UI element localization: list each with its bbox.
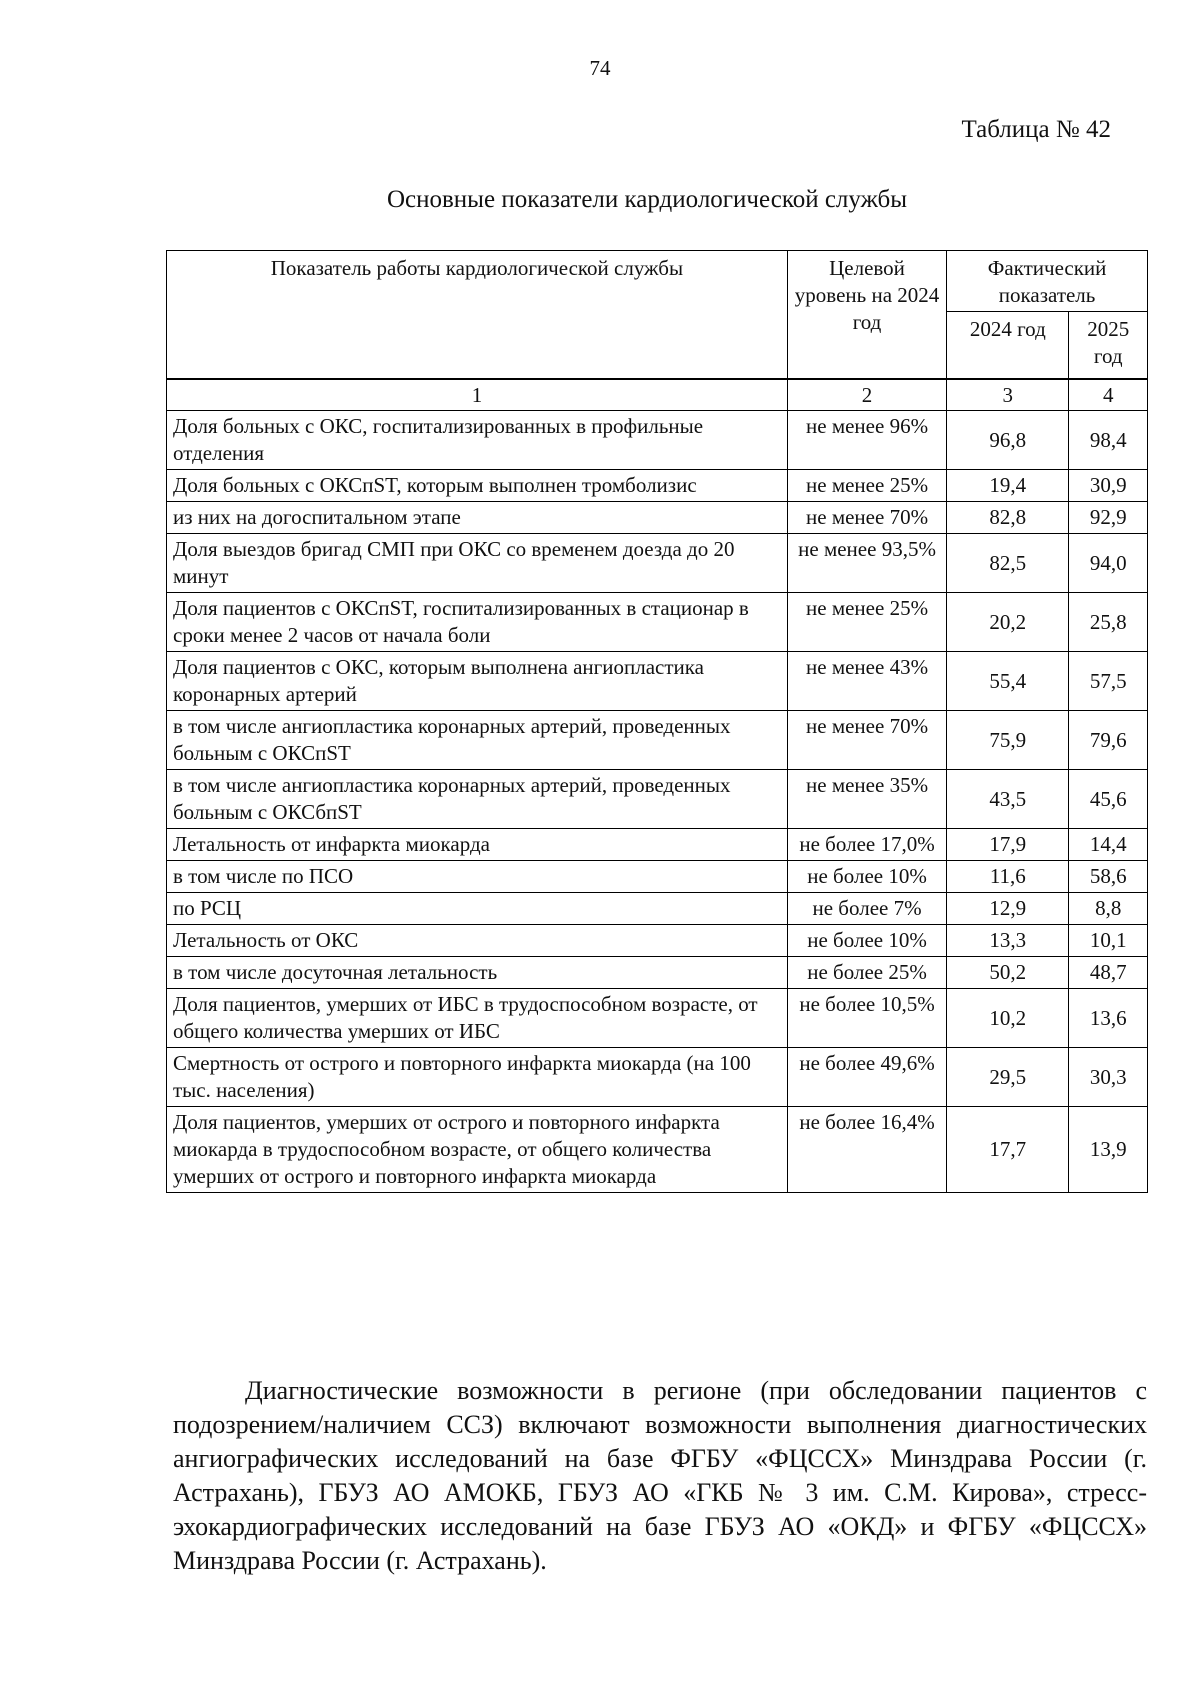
row-value-2025: 13,9	[1069, 1107, 1148, 1193]
row-indicator: Доля больных с ОКСпST, которым выполнен тромболизис	[167, 470, 788, 502]
row-indicator: Летальность от инфаркта миокарда	[167, 829, 788, 861]
table-row	[167, 989, 1148, 1048]
row-indicator: в том числе ангиопластика коронарных артерий, проведенных больным с ОКСпST	[167, 711, 788, 770]
table-row	[167, 1107, 1148, 1193]
row-value-2024: 82,8	[947, 502, 1069, 534]
row-target: не более 10%	[787, 925, 946, 957]
row-value-2025: 30,9	[1069, 470, 1148, 502]
body-paragraph: Диагностические возможности в регионе (при обследовании пациентов с подозрением/наличием ССЗ) включают возможности выполнения диагностических ангиографических исследований на базе ФГБУ «ФЦССХ» Минздрава России (г. Астрахань), ГБУЗ АО АМОКБ, ГБУЗ АО «ГКБ № 3 им. С.М. Кирова», стресс-эхокардиографических исследований на базе ГБУЗ АО «ОКД» и ФГБУ «ФЦССХ» Минздрава России (г. Астрахань).	[173, 1376, 1147, 1575]
table-row	[167, 534, 1148, 593]
row-value-2024: 55,4	[947, 652, 1069, 711]
row-value-2024: 17,9	[947, 829, 1069, 861]
row-target: не более 10,5%	[787, 989, 946, 1048]
table-row	[167, 861, 1148, 893]
column-number: 1	[167, 380, 788, 411]
row-value-2024: 13,3	[947, 925, 1069, 957]
row-value-2025: 57,5	[1069, 652, 1148, 711]
row-indicator: в том числе по ПСО	[167, 861, 788, 893]
column-numbers-row	[167, 380, 1148, 411]
table-row	[167, 652, 1148, 711]
column-number: 2	[787, 380, 946, 411]
row-indicator: Доля пациентов с ОКСпST, госпитализированных в стационар в сроки менее 2 часов от начала боли	[167, 593, 788, 652]
row-target: не менее 70%	[787, 502, 946, 534]
row-target: не более 25%	[787, 957, 946, 989]
row-value-2025: 98,4	[1069, 411, 1148, 470]
row-value-2024: 50,2	[947, 957, 1069, 989]
row-value-2025: 94,0	[1069, 534, 1148, 593]
table-row	[167, 925, 1148, 957]
row-target: не более 10%	[787, 861, 946, 893]
header-year-2025: 2025 год	[1069, 312, 1148, 379]
row-target: не менее 96%	[787, 411, 946, 470]
row-value-2025: 45,6	[1069, 770, 1148, 829]
table-label: Таблица № 42	[961, 116, 1111, 143]
row-value-2024: 10,2	[947, 989, 1069, 1048]
row-value-2025: 79,6	[1069, 711, 1148, 770]
table-row	[167, 502, 1148, 534]
row-indicator: Смертность от острого и повторного инфаркта миокарда (на 100 тыс. населения)	[167, 1048, 788, 1107]
row-target: не более 16,4%	[787, 1107, 946, 1193]
row-target: не менее 43%	[787, 652, 946, 711]
table-row	[167, 770, 1148, 829]
row-value-2024: 75,9	[947, 711, 1069, 770]
header-year-2024: 2024 год	[947, 312, 1069, 379]
row-target: не более 7%	[787, 893, 946, 925]
row-value-2025: 58,6	[1069, 861, 1148, 893]
row-value-2025: 30,3	[1069, 1048, 1148, 1107]
table-row	[167, 893, 1148, 925]
row-value-2024: 96,8	[947, 411, 1069, 470]
row-value-2025: 8,8	[1069, 893, 1148, 925]
row-target: не менее 25%	[787, 470, 946, 502]
row-value-2025: 92,9	[1069, 502, 1148, 534]
row-value-2025: 48,7	[1069, 957, 1148, 989]
row-indicator: Доля пациентов, умерших от острого и повторного инфаркта миокарда в трудоспособном возрасте, от общего количества умерших от острого и повторного инфаркта миокарда	[167, 1107, 788, 1193]
column-number: 3	[947, 380, 1069, 411]
row-indicator: в том числе ангиопластика коронарных артерий, проведенных больным с ОКСбпST	[167, 770, 788, 829]
row-value-2024: 12,9	[947, 893, 1069, 925]
row-indicator: Доля пациентов, умерших от ИБС в трудоспособном возрасте, от общего количества умерших от ИБС	[167, 989, 788, 1048]
indicators-table	[166, 379, 1148, 1193]
row-indicator: в том числе досуточная летальность	[167, 957, 788, 989]
row-value-2025: 10,1	[1069, 925, 1148, 957]
row-value-2024: 19,4	[947, 470, 1069, 502]
row-indicator: по РСЦ	[167, 893, 788, 925]
column-number: 4	[1069, 380, 1148, 411]
table-row	[167, 1048, 1148, 1107]
row-target: не менее 35%	[787, 770, 946, 829]
row-target: не более 49,6%	[787, 1048, 946, 1107]
table-header	[166, 250, 1148, 379]
row-target: не менее 70%	[787, 711, 946, 770]
table-row	[167, 411, 1148, 470]
table-row	[167, 957, 1148, 989]
row-value-2025: 14,4	[1069, 829, 1148, 861]
row-value-2025: 25,8	[1069, 593, 1148, 652]
row-value-2024: 82,5	[947, 534, 1069, 593]
table-row	[167, 470, 1148, 502]
row-value-2025: 13,6	[1069, 989, 1148, 1048]
row-indicator: из них на догоспитальном этапе	[167, 502, 788, 534]
header-target: Целевой уровень на 2024 год	[787, 251, 946, 379]
row-indicator: Доля пациентов с ОКС, которым выполнена ангиопластика коронарных артерий	[167, 652, 788, 711]
row-target: не менее 93,5%	[787, 534, 946, 593]
table-row	[167, 593, 1148, 652]
row-value-2024: 11,6	[947, 861, 1069, 893]
row-target: не более 17,0%	[787, 829, 946, 861]
table-row	[167, 711, 1148, 770]
row-indicator: Доля больных с ОКС, госпитализированных в профильные отделения	[167, 411, 788, 470]
row-target: не менее 25%	[787, 593, 946, 652]
header-actual: Фактический показатель	[947, 251, 1148, 312]
page-number: 74	[589, 56, 611, 80]
header-indicator: Показатель работы кардиологической службы	[167, 251, 788, 379]
row-value-2024: 17,7	[947, 1107, 1069, 1193]
table-caption: Основные показатели кардиологической службы	[386, 186, 908, 213]
row-indicator: Летальность от ОКС	[167, 925, 788, 957]
table-row	[167, 829, 1148, 861]
row-value-2024: 43,5	[947, 770, 1069, 829]
row-indicator: Доля выездов бригад СМП при ОКС со временем доезда до 20 минут	[167, 534, 788, 593]
row-value-2024: 20,2	[947, 593, 1069, 652]
row-value-2024: 29,5	[947, 1048, 1069, 1107]
